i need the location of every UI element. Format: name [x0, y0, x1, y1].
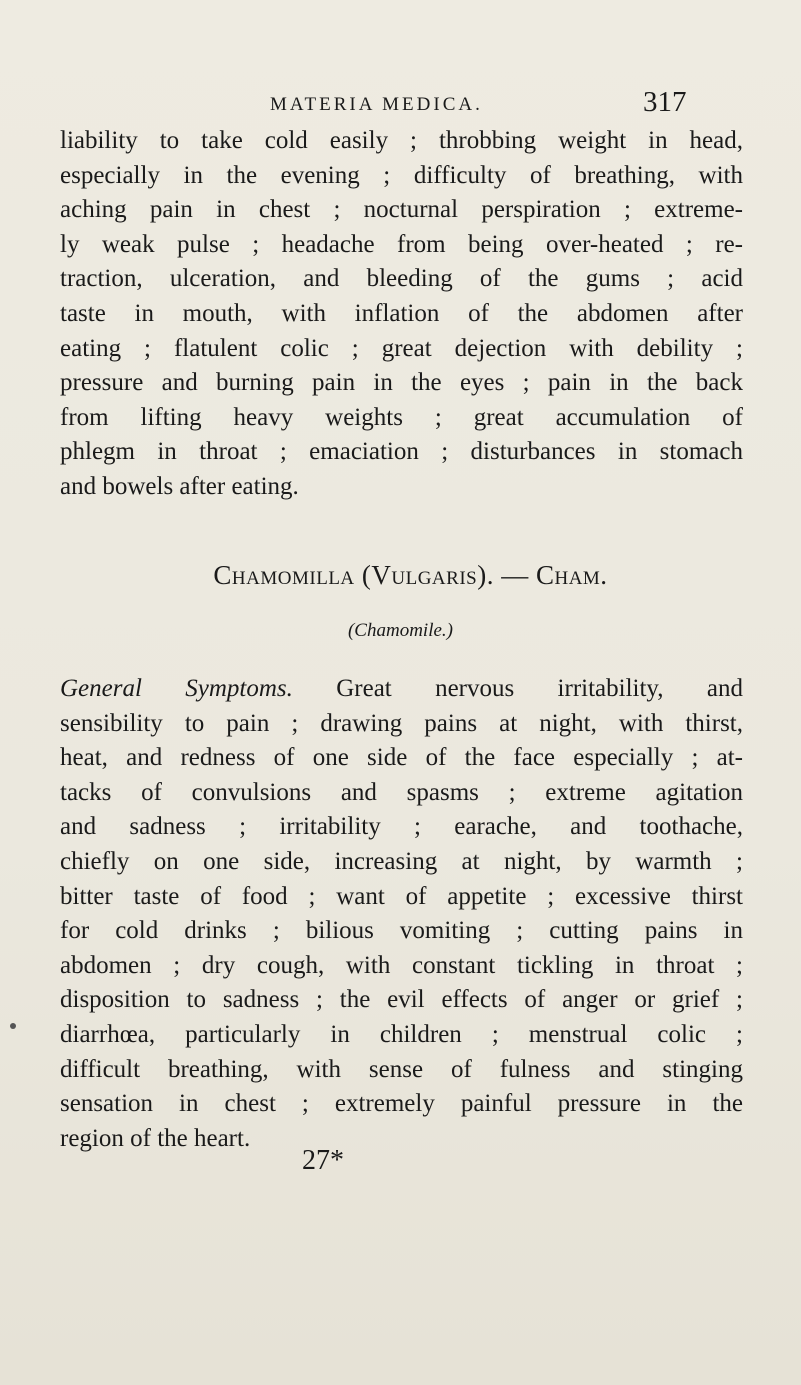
- text-line: pressure and burning pain in the eyes ; pain in the back: [60, 369, 743, 397]
- lead-line-rest: Great nervous irritability, and: [292, 675, 743, 702]
- text-line: diarrhœa, particularly in children ; menstrual colic ;: [60, 1020, 743, 1048]
- signature-mark: 27*: [302, 1145, 344, 1176]
- text-line: disposition to sadness ; the evil effects of anger or grief ;: [60, 986, 743, 1014]
- page-number: 317: [643, 86, 687, 118]
- section-heading: Chamomilla (Vulgaris). — Cham.: [213, 560, 608, 590]
- text-line: sensation in chest ; extremely painful pressure in the: [60, 1090, 743, 1118]
- text-line: tacks of convulsions and spasms ; extreme agitation: [60, 778, 743, 806]
- text-line: ly weak pulse ; headache from being over-heated ; re-: [60, 230, 743, 258]
- text-line: chiefly on one side, increasing at night, by warmth ;: [60, 847, 743, 875]
- margin-ink-dot: [10, 1023, 16, 1029]
- text-line: taste in mouth, with inflation of the abdomen after: [60, 299, 743, 327]
- text-line: sensibility to pain ; drawing pains at night, with thirst,: [60, 709, 743, 737]
- running-title: MATERIA MEDICA.: [270, 94, 483, 115]
- text-line: and sadness ; irritability ; earache, and toothache,: [60, 813, 743, 841]
- text-line: aching pain in chest ; nocturnal perspiration ; extreme-: [60, 196, 743, 224]
- text-line: traction, ulceration, and bleeding of the gums ; acid: [60, 265, 743, 293]
- text-line: heat, and redness of one side of the face especially ; at-: [60, 744, 743, 772]
- paragraph-continued: [60, 124, 743, 505]
- text-line: region of the heart.: [60, 1124, 251, 1152]
- paragraph-general-symptoms: [60, 672, 743, 1156]
- text-line: for cold drinks ; bilious vomiting ; cutting pains in: [60, 917, 743, 945]
- section-subheading: (Chamomile.): [347, 620, 453, 641]
- text-line: difficult breathing, with sense of fulness and stinging: [60, 1055, 743, 1083]
- text-line: bitter taste of food ; want of appetite ; excessive thirst: [60, 882, 743, 910]
- text-line: eating ; flatulent colic ; great dejection with debility ;: [60, 334, 743, 362]
- lead-phrase: General Symptoms.: [60, 675, 293, 702]
- text-line-first: [60, 672, 743, 707]
- text-line: liability to take cold easily ; throbbing weight in head,: [60, 127, 743, 154]
- text-line: abdomen ; dry cough, with constant tickling in throat ;: [60, 951, 743, 979]
- text-line: especially in the evening ; difficulty of breathing, with: [60, 161, 743, 189]
- text-line: and bowels after eating.: [60, 472, 299, 500]
- text-line: phlegm in throat ; emaciation ; disturbances in stomach: [60, 438, 743, 466]
- text-line: from lifting heavy weights ; great accumulation of: [60, 403, 743, 431]
- running-head: [0, 86, 801, 122]
